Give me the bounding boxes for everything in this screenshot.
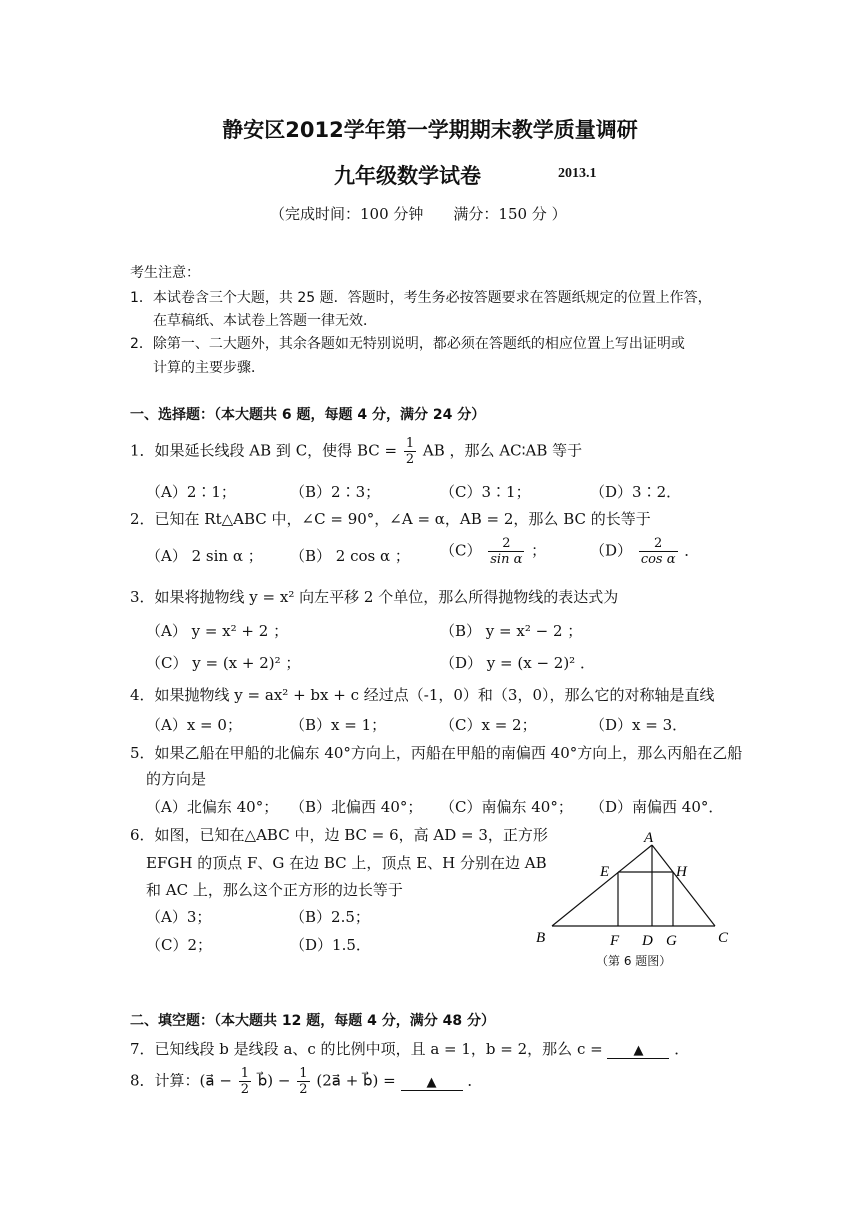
question-7 — [130, 1038, 689, 1059]
q2-option-c-den: sin α — [490, 552, 523, 567]
q2-option-d[interactable] — [590, 536, 699, 567]
fig-label-c: C — [718, 930, 729, 946]
q8-answer-blank[interactable]: ▲ — [401, 1075, 463, 1091]
q1-option-a[interactable]: （A）2∶1； — [146, 483, 236, 501]
q2-option-b[interactable]: （B） 2 cos α ； — [290, 547, 410, 565]
question-5: 5．如果乙船在甲船的北偏东 40°方向上，丙船在甲船的南偏西 40°方向上，那么丙船在乙船 — [130, 744, 743, 762]
q8-fraction-1 — [239, 1066, 251, 1097]
fig-label-a: A — [644, 830, 654, 846]
q2-option-c-label: （C） — [440, 541, 482, 560]
q5-option-d[interactable]: （D）南偏西 40°． — [590, 798, 724, 816]
q6-option-d[interactable]: （D）1.5． — [290, 936, 371, 954]
q6-option-c[interactable]: （C）2； — [146, 936, 213, 954]
q8-mid: b⃗) − — [257, 1071, 291, 1090]
q3-option-b[interactable]: （B） y = x² − 2 ； — [440, 622, 583, 640]
question-6: 6．如图，已知在△ABC 中，边 BC = 6，高 AD = 3，正方形 — [130, 826, 548, 844]
q2-option-a[interactable]: （A） 2 sin α ； — [146, 547, 263, 565]
q7-tail: ． — [674, 1040, 690, 1058]
q1-stem-post: AB ，那么 AC∶AB 等于 — [422, 441, 583, 460]
question-4: 4．如果抛物线 y = ax² + bx + c 经过点（-1，0）和（3，0），那么它的对称轴是直线 — [130, 686, 715, 704]
notice-item-1-cont: 在草稿纸、本试卷上答题一律无效． — [153, 313, 377, 329]
q2-option-d-num: 2 — [639, 536, 678, 552]
q6-figure — [530, 826, 740, 946]
question-6-cont-1: EFGH 的顶点 F、G 在边 BC 上，顶点 E、H 分别在边 AB — [146, 854, 547, 872]
q2-option-c[interactable] — [440, 536, 546, 567]
q1-fraction — [404, 436, 416, 467]
q8-fraction-2 — [297, 1066, 309, 1097]
section-1-heading: 一、选择题：（本大题共 6 题，每题 4 分，满分 24 分） — [130, 407, 486, 423]
q2-option-c-tail: ； — [531, 541, 547, 560]
q1-frac-den: 2 — [405, 452, 415, 467]
q4-option-a[interactable]: （A）x = 0； — [146, 716, 242, 734]
question-6-cont-2: 和 AC 上，那么这个正方形的边长等于 — [146, 881, 403, 899]
q8-post: (2a⃗ + b⃗) = — [316, 1071, 396, 1090]
q5-option-b[interactable]: （B）北偏西 40°； — [290, 798, 423, 816]
q1-frac-num: 1 — [405, 436, 415, 451]
q2-option-d-tail: ． — [684, 541, 700, 560]
fig-label-h: H — [676, 864, 687, 880]
q8-tail: ． — [467, 1071, 483, 1090]
q8-pre: 8．计算：(a⃗ − — [130, 1071, 232, 1090]
q8-frac2-num: 1 — [299, 1066, 308, 1081]
question-8 — [130, 1066, 482, 1097]
q2-option-c-fraction — [488, 536, 524, 567]
exam-date: 2013.1 — [558, 166, 597, 181]
q4-option-b[interactable]: （B）x = 1； — [290, 716, 387, 734]
question-1 — [130, 436, 582, 467]
notice-heading: 考生注意： — [130, 265, 200, 281]
question-3: 3．如果将抛物线 y = x² 向左平移 2 个单位，那么所得抛物线的表达式为 — [130, 588, 619, 606]
fig-label-e: E — [600, 864, 610, 880]
q1-option-d[interactable]: （D）3∶2． — [590, 483, 682, 501]
question-5-cont: 的方向是 — [146, 770, 207, 788]
q2-option-d-fraction — [639, 536, 678, 567]
exam-time-note: （完成时间：100 分钟 满分：150 分 ） — [270, 205, 567, 223]
fig-label-g: G — [666, 933, 677, 946]
q1-option-c[interactable]: （C）3∶1； — [440, 483, 531, 501]
q2-option-d-label: （D） — [590, 541, 633, 560]
q3-option-c[interactable]: （C） y = (x + 2)² ； — [146, 654, 301, 672]
q6-figure-caption: （第 6 题图） — [596, 954, 672, 968]
fig-label-d: D — [642, 933, 653, 946]
fig-label-f: F — [610, 933, 620, 946]
q8-frac1-den: 2 — [240, 1082, 249, 1097]
question-2: 2．已知在 Rt△ABC 中，∠C = 90°，∠A = α，AB = 2，那么 BC 的长等于 — [130, 510, 651, 528]
section-2-heading: 二、填空题：（本大题共 12 题，每题 4 分，满分 48 分） — [130, 1013, 495, 1029]
fig-side-ab — [552, 845, 652, 926]
q7-answer-blank[interactable]: ▲ — [607, 1043, 669, 1059]
q4-option-c[interactable]: （C）x = 2； — [440, 716, 537, 734]
exam-subtitle: 九年级数学试卷 — [334, 164, 481, 188]
q8-frac2-den: 2 — [299, 1082, 308, 1097]
notice-item-1: 1．本试卷含三个大题，共 25 题．答题时，考生务必按答题要求在答题纸规定的位置上作答， — [130, 290, 712, 306]
q5-option-c[interactable]: （C）南偏东 40°； — [440, 798, 573, 816]
q2-option-d-den: cos α — [640, 552, 676, 567]
fig-side-ac — [652, 845, 715, 926]
q2-option-c-num: 2 — [488, 536, 524, 552]
q3-option-d[interactable]: （D） y = (x − 2)² ． — [440, 654, 595, 672]
q8-frac1-num: 1 — [240, 1066, 249, 1081]
q6-option-a[interactable]: （A）3； — [146, 908, 212, 926]
exam-title: 静安区2012学年第一学期期末教学质量调研 — [222, 118, 638, 142]
fig-label-b: B — [536, 930, 546, 946]
q6-option-b[interactable]: （B）2.5； — [290, 908, 370, 926]
q4-option-d[interactable]: （D）x = 3． — [590, 716, 688, 734]
q1-option-b[interactable]: （B）2∶3； — [290, 483, 381, 501]
notice-item-2: 2．除第一、二大题外，其余各题如无特别说明，都必须在答题纸的相应位置上写出证明或 — [130, 336, 685, 352]
q3-option-a[interactable]: （A） y = x² + 2 ； — [146, 622, 289, 640]
q7-stem: 7．已知线段 b 是线段 a、c 的比例中项，且 a = 1，b = 2，那么 c = — [130, 1040, 603, 1058]
notice-item-2-cont: 计算的主要步骤． — [153, 360, 265, 376]
q1-stem-pre: 1．如果延长线段 AB 到 C，使得 BC = — [130, 441, 398, 460]
q5-option-a[interactable]: （A）北偏东 40°； — [146, 798, 279, 816]
